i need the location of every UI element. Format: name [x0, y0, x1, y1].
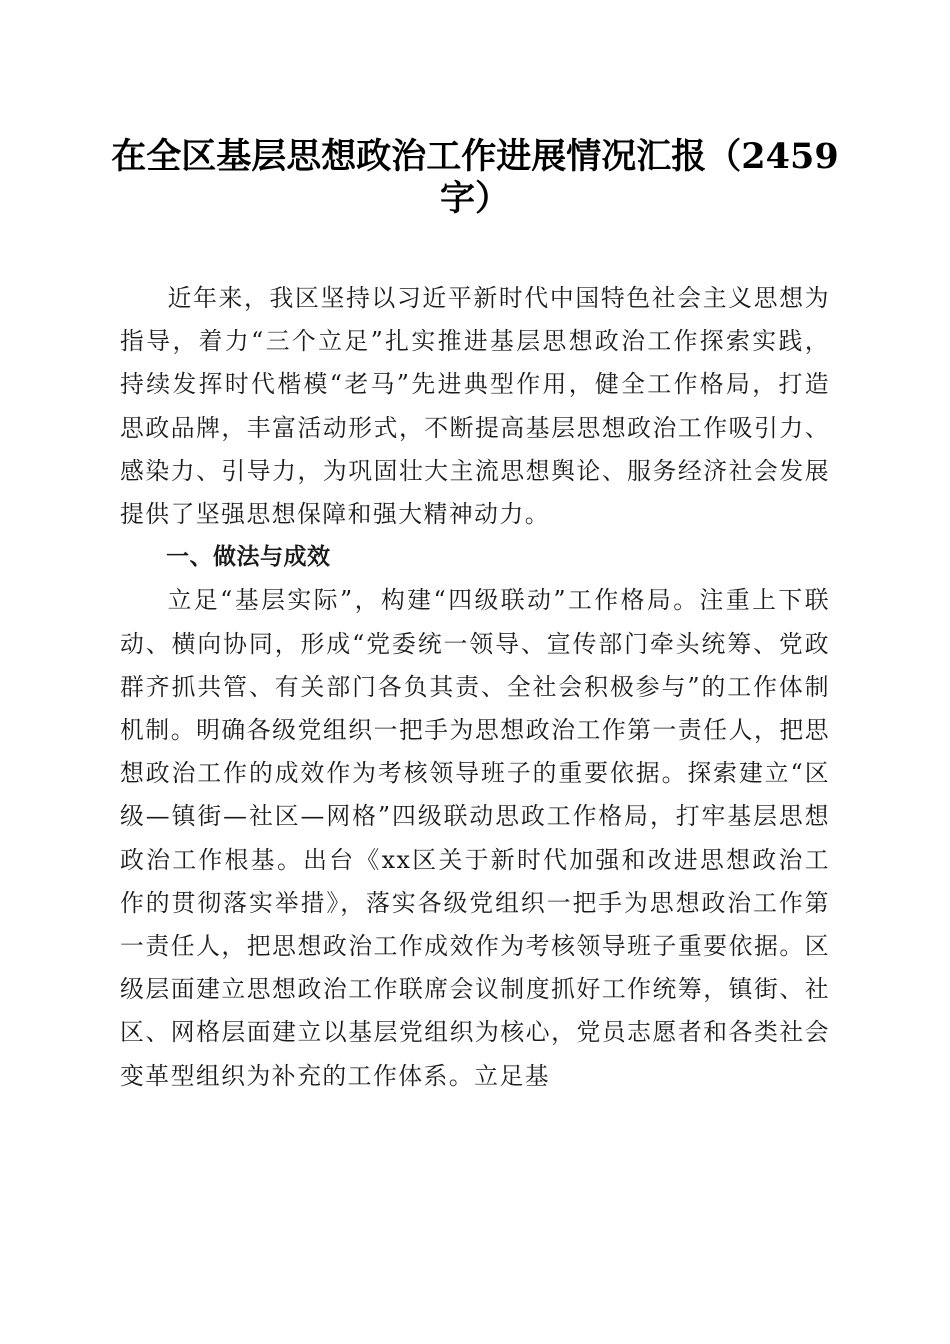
document-body — [120, 277, 830, 1098]
section-1-paragraph-1: 立足“基层实际”，构建“四级联动”工作格局。注重上下联动、横向协同，形成“党委统一领导、宣传部门牵头统筹、党政群齐抓共管、有关部门各负其责、全社会积极参与”的工作体制机制。明确各级党组织一把手为思想政治工作第一责任人，把思想政治工作的成效作为考核领导班子的重要依据。探索建立“区级—镇街—社区—网格”四级联动思政工作格局，打牢基层思想政治工作根基。出台《xx区关于新时代加强和改进思想政治工作的贯彻落实举措》，落实各级党组织一把手为思想政治工作第一责任人，把思想政治工作成效作为考核领导班子重要依据。区级层面建立思想政治工作联席会议制度抓好工作统筹，镇街、社区、网格层面建立以基层党组织为核心，党员志愿者和各类社会变革型组织为补充的工作体系。立足基 — [120, 586, 830, 1090]
document-title: 在全区基层思想政治工作进展情况汇报（2459字） — [111, 136, 839, 219]
intro-paragraph: 近年来，我区坚持以习近平新时代中国特色社会主义思想为指导，着力“三个立足”扎实推进基层思想政治工作探索实践，持续发挥时代楷模“老马”先进典型作用，健全工作格局，打造思政品牌，丰富活动形式，不断提高基层思想政治工作吸引力、感染力、引导力，为巩固壮大主流思想舆论、服务经济社会发展提供了坚强思想保障和强大精神动力。 — [120, 284, 830, 529]
section-heading-1: 一、做法与成效 — [166, 544, 331, 571]
